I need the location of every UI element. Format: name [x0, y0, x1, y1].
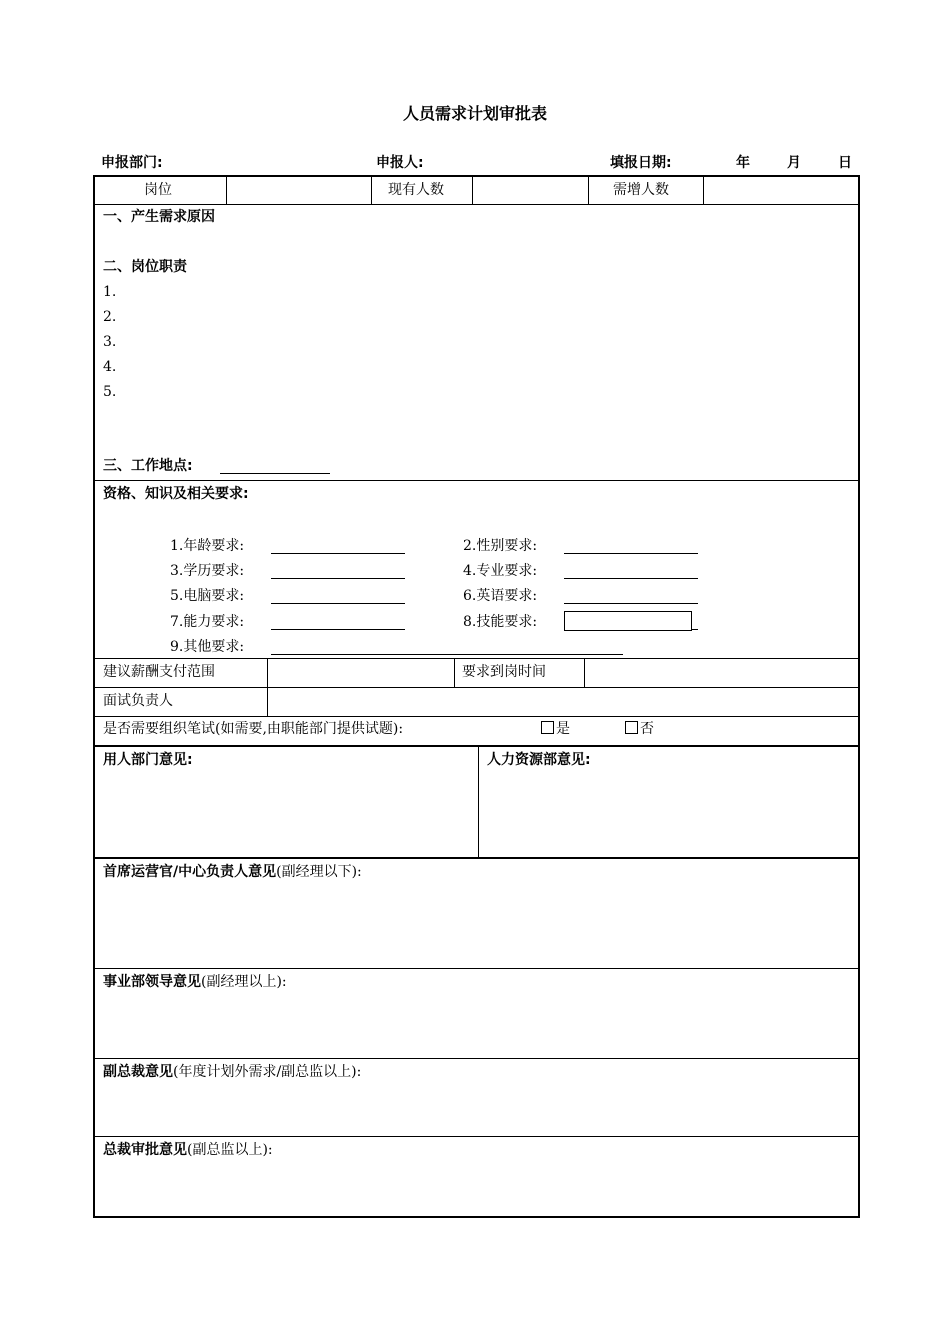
row-divider [95, 745, 858, 747]
dept-opinion-label: 用人部门意见: [103, 752, 193, 768]
divider [454, 658, 455, 687]
divider [703, 177, 704, 204]
coo-opinion-label: 首席运营官/中心负责人意见(副经理以下): [103, 864, 362, 880]
checkbox-icon[interactable] [625, 721, 638, 734]
month-label: 月 [787, 155, 801, 171]
divider [584, 658, 585, 687]
division-opinion-label: 事业部领导意见(副经理以上): [103, 974, 287, 990]
interviewer-label: 面试负责人 [103, 693, 173, 709]
needed-count-label: 需增人数 [613, 182, 669, 198]
row-divider [95, 1136, 858, 1137]
computer-label: 5.电脑要求: [170, 588, 245, 604]
reason-heading: 一、产生需求原因 [103, 209, 215, 225]
row-divider [95, 968, 858, 969]
approval-form [93, 175, 860, 1218]
divider [226, 177, 227, 204]
gender-field[interactable] [564, 553, 698, 554]
education-label: 3.学历要求: [170, 563, 245, 579]
hr-opinion-label: 人力资源部意见: [487, 752, 591, 768]
english-field[interactable] [564, 603, 698, 604]
skill-field-underline [691, 629, 698, 630]
day-label: 日 [838, 155, 852, 171]
major-label: 4.专业要求: [463, 563, 538, 579]
computer-field[interactable] [271, 603, 405, 604]
date-label: 填报日期: [610, 155, 672, 171]
row-divider [95, 480, 858, 481]
applicant-label: 申报人: [376, 155, 424, 171]
divider [478, 745, 479, 857]
written-test-no[interactable]: 否 [625, 720, 654, 738]
duty-item: 3. [103, 334, 117, 350]
arrival-time-label: 要求到岗时间 [462, 664, 546, 680]
age-field[interactable] [271, 553, 405, 554]
english-label: 6.英语要求: [463, 588, 538, 604]
duty-item: 2. [103, 309, 117, 325]
written-test-question: 是否需要组织笔试(如需要,由职能部门提供试题): [103, 721, 404, 737]
salary-range-label: 建议薪酬支付范围 [103, 664, 215, 680]
duty-item: 4. [103, 359, 117, 375]
year-label: 年 [736, 155, 750, 171]
row-divider [95, 716, 858, 717]
row-divider [95, 687, 858, 688]
gender-label: 2.性别要求: [463, 538, 538, 554]
written-test-yes[interactable]: 是 [541, 720, 570, 738]
duty-item: 1. [103, 284, 117, 300]
vp-opinion-label: 副总裁意见(年度计划外需求/副总监以上): [103, 1064, 362, 1080]
major-field[interactable] [564, 578, 698, 579]
ability-label: 7.能力要求: [170, 614, 245, 630]
form-title: 人员需求计划审批表 [402, 104, 547, 123]
other-field[interactable] [271, 654, 623, 655]
education-field[interactable] [271, 578, 405, 579]
dept-label: 申报部门: [101, 155, 163, 171]
checkbox-icon[interactable] [541, 721, 554, 734]
row-divider [95, 658, 858, 659]
skill-label: 8.技能要求: [463, 614, 538, 630]
current-count-label: 现有人数 [388, 182, 444, 198]
divider [472, 177, 473, 204]
divider [588, 177, 589, 204]
row-divider [95, 1058, 858, 1059]
skill-field[interactable] [564, 611, 692, 631]
age-label: 1.年龄要求: [170, 538, 245, 554]
duty-item: 5. [103, 384, 117, 400]
ability-field[interactable] [271, 629, 405, 630]
location-label: 三、工作地点: [103, 458, 193, 474]
other-label: 9.其他要求: [170, 639, 245, 655]
divider [371, 177, 372, 204]
row-divider [95, 857, 858, 859]
qualifications-heading: 资格、知识及相关要求: [103, 486, 249, 502]
duties-heading: 二、岗位职责 [103, 259, 187, 275]
row-divider [95, 204, 858, 205]
location-field[interactable] [220, 473, 330, 474]
post-label: 岗位 [144, 182, 172, 198]
president-opinion-label: 总裁审批意见(副总监以上): [103, 1142, 273, 1158]
